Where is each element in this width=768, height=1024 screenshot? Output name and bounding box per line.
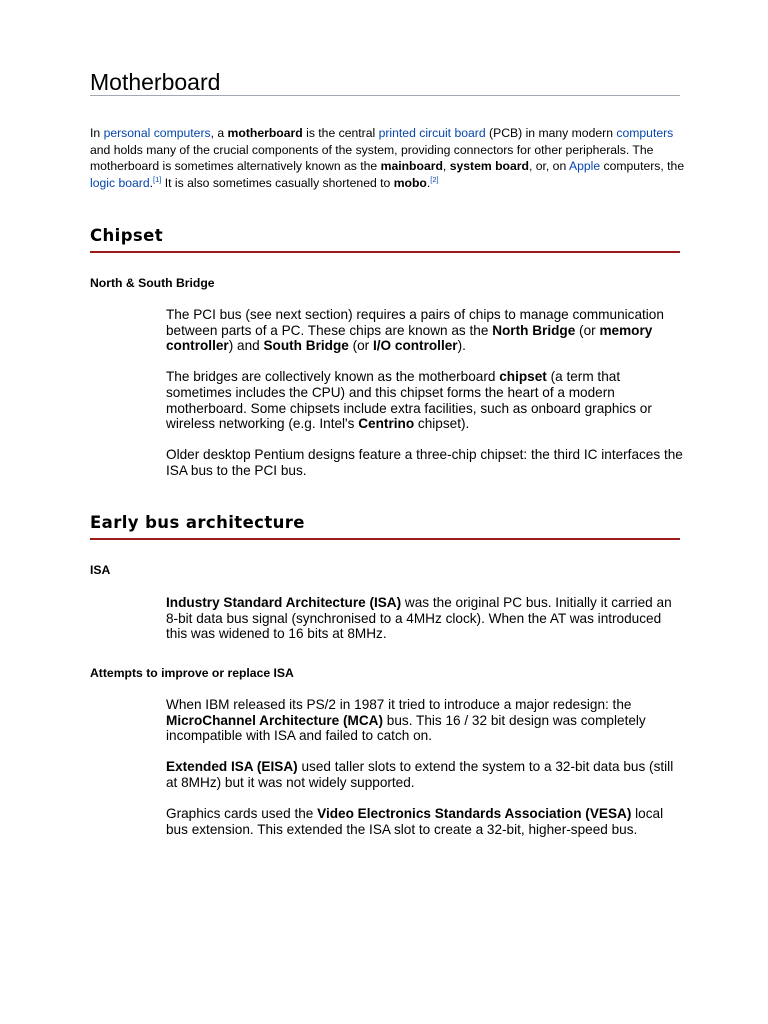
- intro-text: .: [149, 175, 154, 190]
- attempts-paragraph-3: [166, 806, 686, 837]
- section-heading-chipset: Chipset: [90, 226, 164, 245]
- body-text: The bridges are collectively known as the motherboard: [166, 369, 500, 385]
- bold-north-bridge: North Bridge: [492, 322, 576, 338]
- intro-paragraph: [90, 125, 685, 191]
- bold-isa: Industry Standard Architecture (ISA): [166, 595, 402, 610]
- body-text: ) and: [228, 338, 264, 354]
- link-personal-computers[interactable]: personal computers: [103, 126, 211, 140]
- section-heading-early-bus: Early bus architecture: [90, 513, 305, 532]
- bold-chipset: chipset: [499, 369, 547, 385]
- page-title: Motherboard: [90, 69, 221, 95]
- intro-bold-mainboard: mainboard: [380, 159, 443, 174]
- subheading-north-south-bridge: North & South Bridge: [90, 276, 215, 290]
- intro-text: computers, the: [600, 159, 685, 174]
- intro-text: It is also sometimes casually shortened to: [161, 175, 394, 190]
- body-text: The PCI bus (see next section) requires a pairs of chips to manage communication between parts of a PC. These chips are known as the: [166, 307, 664, 338]
- intro-text: , a: [210, 126, 228, 140]
- link-apple[interactable]: Apple: [568, 159, 601, 174]
- intro-bold-mobo: mobo: [393, 175, 427, 190]
- intro-text: and holds many of the crucial components of the system, providing connectors for other peripherals. The motherboard is sometimes alternatively known as the: [90, 142, 654, 174]
- intro-text: is the central: [302, 126, 379, 140]
- section-divider-chipset: [90, 251, 680, 253]
- body-text: When IBM released its PS/2 in 1987 it tried to introduce a major redesign: the: [166, 697, 632, 712]
- bold-eisa: Extended ISA (EISA): [166, 759, 298, 775]
- link-computers[interactable]: computers: [616, 126, 674, 140]
- subheading-attempts: Attempts to improve or replace ISA: [90, 666, 294, 680]
- subheading-isa: ISA: [90, 563, 111, 577]
- bold-memory-controller: memory controller: [166, 322, 653, 354]
- body-text: local bus extension. This extended the ISA slot to create a 32-bit, higher-speed bus.: [166, 806, 664, 837]
- bold-centrino: Centrino: [358, 416, 415, 432]
- reference-2-link[interactable]: [2]: [430, 174, 439, 184]
- chipset-paragraph-2: [166, 369, 686, 431]
- body-text: Graphics cards used the: [166, 806, 318, 822]
- intro-text: In: [90, 126, 104, 140]
- intro-text: , or, on: [528, 159, 569, 174]
- body-text: bus. This 16 / 32 bit design was completely incompatible with ISA and failed to catch on.: [166, 712, 646, 744]
- body-text: ).: [457, 338, 466, 354]
- intro-text: ,: [442, 159, 450, 174]
- section-divider-early-bus: [90, 538, 680, 540]
- reference-1-link[interactable]: [1]: [153, 174, 162, 184]
- intro-text: .: [426, 175, 431, 190]
- body-text: (a term that sometimes includes the CPU) and this chipset forms the heart of a modern motherboard. Some chipsets include extra facilities, such as onboard graphics or wireless networking (e.g. Intel's: [166, 369, 652, 432]
- chipset-body: [166, 307, 686, 479]
- link-logic-board[interactable]: logic board: [90, 175, 150, 190]
- body-text: was the original PC bus. Initially it carried an 8-bit data bus signal (synchronised to a 4MHz clock). When the AT was introduced this was widened to 16 bits at 8MHz.: [166, 595, 672, 642]
- attempts-paragraph-2: [166, 759, 686, 790]
- chipset-paragraph-3: Older desktop Pentium designs feature a three-chip chipset: the third IC interfaces the ISA bus to the PCI bus.: [166, 447, 683, 478]
- title-divider: [90, 95, 680, 96]
- body-text: used taller slots to extend the system to a 32-bit data bus (still at 8MHz) but it was not widely supported.: [166, 759, 674, 790]
- attempts-paragraph-1: [166, 697, 686, 744]
- body-text: (or: [348, 338, 373, 354]
- body-text: chipset).: [414, 416, 470, 432]
- isa-paragraph: [166, 595, 686, 642]
- bold-vesa: Video Electronics Standards Association (VESA): [317, 806, 632, 822]
- intro-text: (PCB) in many modern: [485, 126, 617, 140]
- isa-body: [166, 595, 686, 642]
- intro-bold-motherboard: motherboard: [227, 126, 303, 140]
- attempts-body: [166, 697, 686, 837]
- bold-io-controller: I/O controller: [372, 338, 458, 354]
- body-text: (or: [575, 322, 600, 338]
- link-printed-circuit-board[interactable]: printed circuit board: [378, 126, 486, 140]
- chipset-paragraph-1: [166, 307, 686, 354]
- bold-mca: MicroChannel Architecture (MCA): [166, 712, 384, 728]
- bold-south-bridge: South Bridge: [263, 338, 349, 354]
- intro-bold-system-board: system board: [449, 159, 529, 174]
